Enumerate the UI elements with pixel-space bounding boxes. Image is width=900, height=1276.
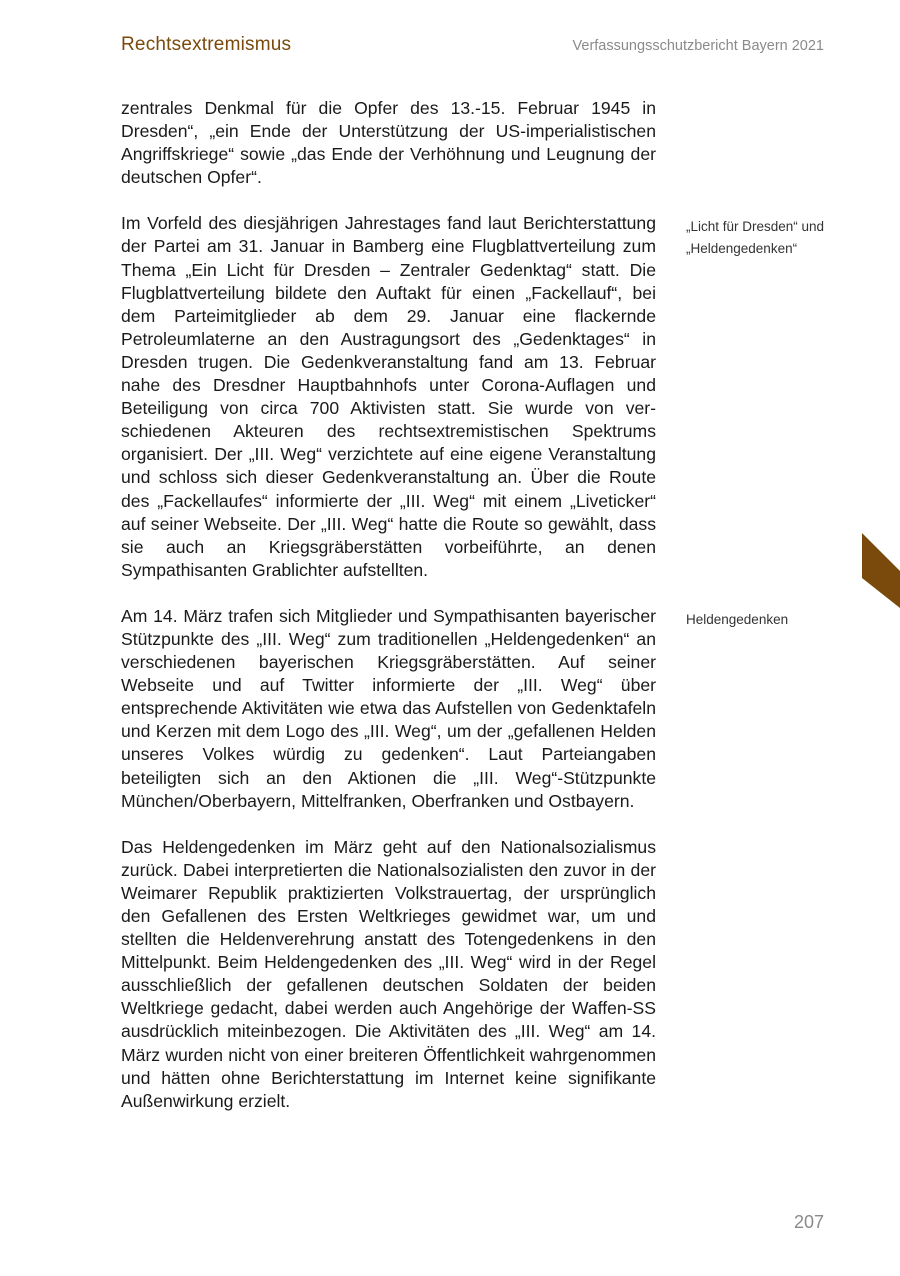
document-title: Verfassungsschutzbericht Bayern 2021 [572, 38, 824, 54]
chapter-tab-marker [862, 533, 900, 608]
paragraph-1: zentrales Denkmal für die Opfer des 13.-15. Februar 1945 in Dresden“, „ein Ende der Unterstützung der US-imperialistischen Angriffskriege“ sowie „das Ende der Verhöhnung und Leugnung der deutschen Opfer“. [121, 98, 656, 188]
margin-note-heldengedenken: Heldengedenken [686, 612, 789, 627]
paragraph-2: Im Vorfeld des diesjährigen Jahrestages fand laut Berichterstattung der Partei am 31. Januar in Bamberg eine Flugblattverteilung zum Thema „Ein Licht für Dresden – Zentraler Gedenktag“ statt. Die Flugblattverteilung bildete den Auftakt für einen „Fackellauf“, bei dem Parteimitglieder ab dem 29. Januar eine flackernde Petroleumlaterne an den Austragungsort des „Gedenktages“ in Dresden trugen. Die Gedenkveranstaltung fand am 13. Februar nahe des Dresdner Hauptbahnhofs unter Corona-Auflagen und Beteiligung von circa 700 Aktivisten statt. Sie wurde von verschiedenen Akteuren des rechtsextremistischen Spektrums organisiert. Der „III. Weg“ verzichtete auf eine eigene Veranstaltung und schloss sich dieser Gedenkveranstaltung an. Über die Route des „Fackellaufes“ informierte der „III. Weg“ mit einem „Liveticker“ auf seiner Webseite. Der „III. Weg“ hatte die Route so gewählt, dass sie auch an Kriegsgräberstätten vorbeiführte, an denen Sympathisanten Grablichter aufstellten. [121, 213, 656, 580]
page-number: 207 [793, 1212, 824, 1232]
paragraph-3: Am 14. März trafen sich Mitglieder und Sympathisanten bayerischer Stützpunkte des „III. Weg“ zum traditionellen „Heldengedenken“ an verschiedenen bayerischen Kriegsgräberstätten. Auf seiner Webseite und auf Twitter informierte der „III. Weg“ über entsprechende Aktivitäten wie etwa das Aufstellen von Gedenktafeln und Kerzen mit dem Logo des „III. Weg“, um der „gefallenen Helden unseres Volkes würdig zu gedenken“. Laut Parteiangaben beteiligten sich an den Aktionen die „III. Weg“-Stützpunkte München/Oberbayern, Mittelfranken, Oberfranken und Ostbayern. [121, 605, 656, 811]
chapter-tab-shape [862, 533, 900, 608]
margin-note-licht-fuer-dresden: „Licht für Dresden“ und „Heldengedenken“ [686, 219, 825, 256]
main-text-column [121, 97, 656, 1136]
section-title: Rechtsextremismus [121, 34, 292, 55]
paragraph-4: Das Heldengedenken im März geht auf den Nationalsozialismus zurück. Dabei interpretierten die Nationalsozialisten den zuvor in der Weimarer Republik praktizierten Volkstrauertag, der ursprünglich den Gefallenen des Ersten Weltkrieges gewidmet war, um und stellten die Heldenverehrung anstatt des Totengedenkens in den Mittelpunkt. Beim Heldengedenken des „III. Weg“ wird in der Regel ausschließlich der gefallenen deutschen Soldaten der beiden Weltkriege gedacht, dabei werden auch Angehörige der Waffen-SS ausdrücklich miteinbezogen. Die Aktivitäten des „III. Weg“ am 14. März wurden nicht von einer breiteren Öffentlichkeit wahrgenommen und hätten ohne Berichterstattung im Internet keine signifikante Außenwirkung erzielt. [121, 836, 656, 1111]
